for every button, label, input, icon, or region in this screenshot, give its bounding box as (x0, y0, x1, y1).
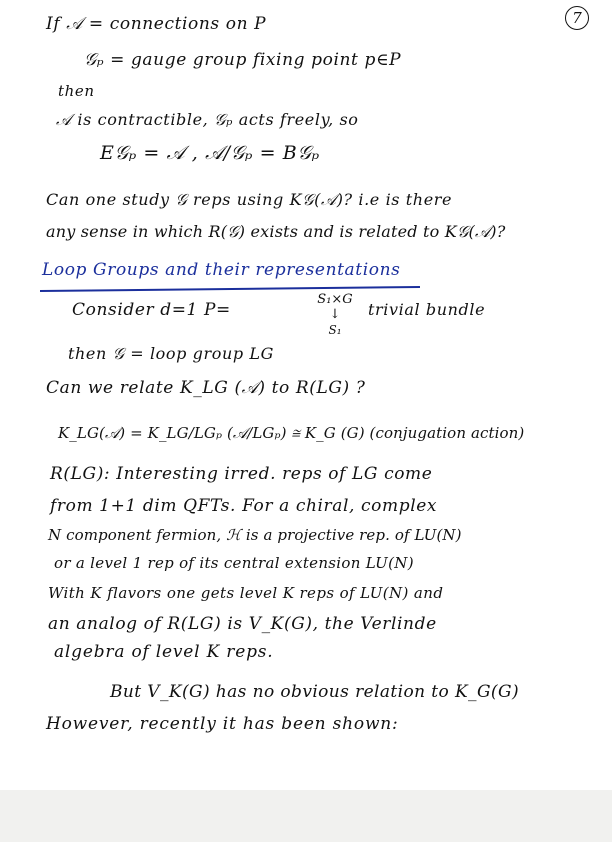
line-recently-shown: However, recently it has been shown: (46, 714, 399, 734)
line-trivial-bundle: trivial bundle (368, 300, 486, 319)
line-relate: Can we relate K_LG (𝒜) to R(LG) ? (46, 378, 366, 398)
line-then-1: then (58, 82, 95, 100)
line-no-relation: But V_K(G) has no obvious relation to K_G(G) (110, 682, 519, 702)
line-contractible: 𝒜 is contractible, 𝒢ₚ acts freely, so (56, 110, 359, 129)
line-gauge-group: 𝒢ₚ = gauge group fixing point p∈P (84, 50, 402, 70)
line-study-reps: Can one study 𝒢 reps using K𝒢(𝒜)? i.e is there (46, 190, 453, 209)
page-margin-band (0, 790, 612, 842)
line-loop-group: then 𝒢 = loop group LG (68, 344, 275, 363)
line-level-k: algebra of level K reps. (54, 642, 274, 662)
line-interesting-reps: R(LG): Interesting irred. reps of LG come (50, 464, 433, 484)
line-sense: any sense in which R(𝒢) exists and is related to K𝒢(𝒜)? (46, 222, 506, 241)
line-central-extension: or a level 1 rep of its central extension LU(N) (54, 554, 414, 572)
line-k-theory-equation: K_LG(𝒜) = K_LG/LGₚ (𝒜/LGₚ) ≅ K_G (G) (conjugation action) (58, 424, 525, 442)
bundle-diagram (315, 292, 355, 344)
line-consider: Consider d=1 P= (72, 300, 231, 320)
line-fermion: N component fermion, ℋ is a projective rep. of LU(N) (48, 526, 462, 544)
line-qfts: from 1+1 dim QFTs. For a chiral, complex (50, 496, 438, 516)
section-heading: Loop Groups and their representations (42, 260, 401, 280)
page-number: 7 (565, 6, 589, 30)
line-flavors: With K flavors one gets level K reps of LU(N) and (48, 584, 444, 602)
line-classifying-space: E𝒢ₚ = 𝒜 , 𝒜/𝒢ₚ = B𝒢ₚ (100, 142, 320, 164)
line-verlinde: an analog of R(LG) is V_K(G), the Verlinde (48, 614, 437, 634)
bundle-total-space: S₁×G (317, 292, 353, 307)
down-arrow-icon: ↓ (329, 307, 341, 322)
bundle-base-space: S₁ (328, 323, 342, 337)
line-connections: If 𝒜 = connections on P (46, 14, 267, 34)
heading-underline (40, 286, 420, 292)
